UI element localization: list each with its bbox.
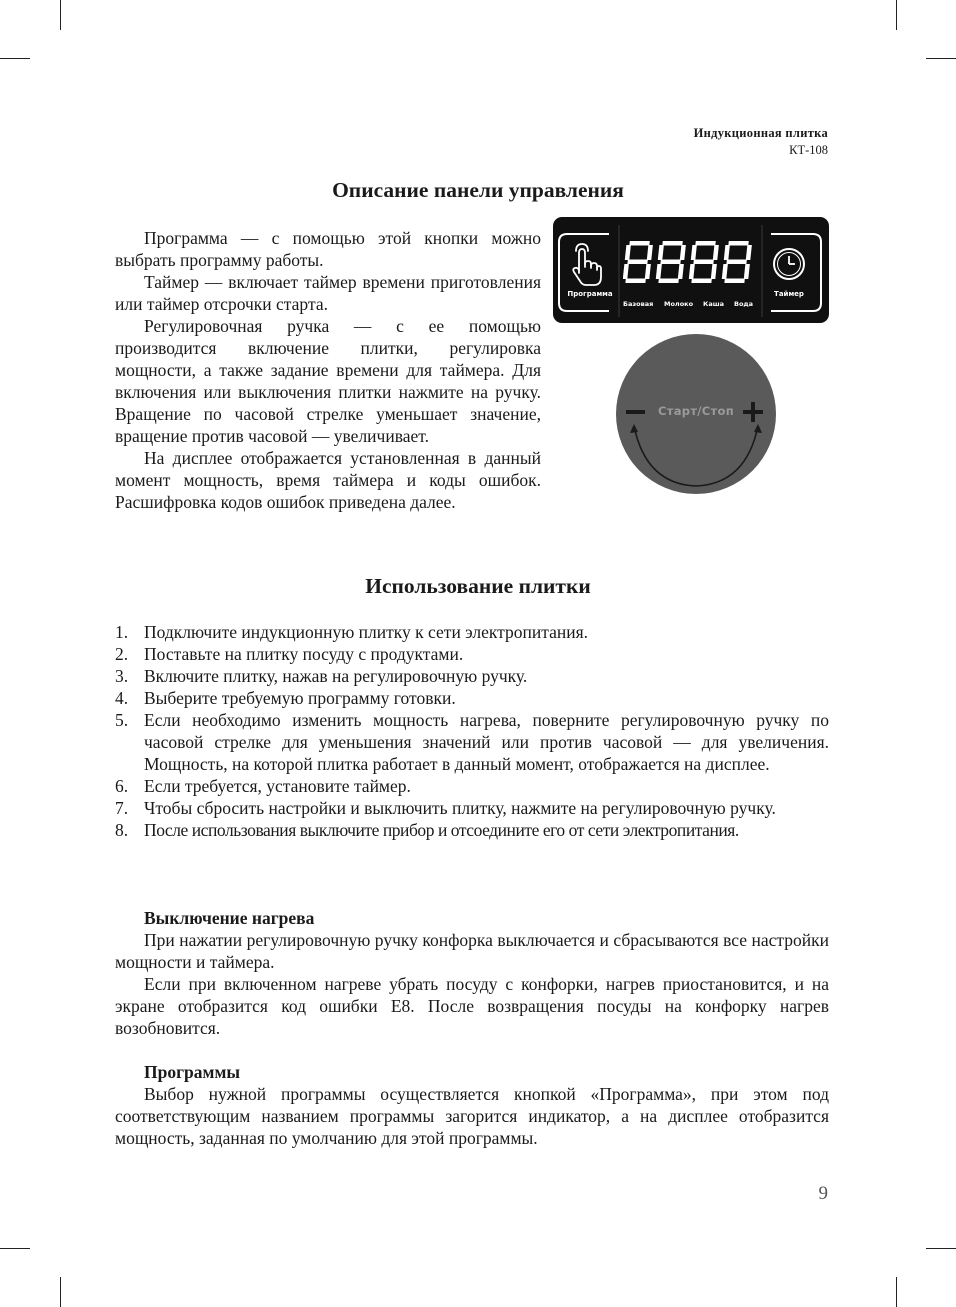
list-item: 5. Если необходимо изменить мощность нагрева, поверните регулировочную ручку по часовой стрелке для уменьшения значений или против часовой — для увеличения. Мощность, на которой плитка работает в данный момент, отображается на дисплее. bbox=[115, 710, 829, 774]
list-item: 6. Если требуется, установите таймер. bbox=[115, 776, 411, 796]
paragraph: Программа — с помощью этой кнопки можно выбрать программу работы. bbox=[115, 228, 541, 270]
paragraph: Регулировочная ручка — с ее помощью производится включение плитки, регулировка мощности, а также задание времени для таймера. Для включения или выключения плитки нажмите на ручку. Вращение по часовой стрелке уменьшает значение, вращение против часовой — увеличивает. bbox=[115, 316, 541, 446]
plus-icon bbox=[743, 402, 763, 422]
subheading-heat-off: Выключение нагрева bbox=[144, 908, 315, 928]
header-title: Индукционная плитка bbox=[693, 126, 828, 140]
crop-mark bbox=[0, 1248, 30, 1249]
crop-mark bbox=[896, 1277, 897, 1307]
list-item: 4. Выберите требуемую программу готовки. bbox=[115, 688, 456, 708]
control-panel-illustration bbox=[553, 217, 829, 323]
mode-label-porridge: Каша bbox=[703, 300, 724, 308]
hand-press-icon bbox=[573, 244, 601, 285]
crop-mark bbox=[0, 58, 30, 59]
usage-steps-list bbox=[115, 621, 829, 841]
section-heading-usage: Использование плитки bbox=[365, 574, 591, 598]
timer-button-label: Таймер bbox=[774, 290, 804, 298]
crop-mark bbox=[60, 1277, 61, 1307]
crop-mark bbox=[896, 0, 897, 30]
header-model: КТ-108 bbox=[789, 143, 828, 157]
paragraph: Если при включенном нагреве убрать посуду с конфорки, нагрев приостановится, и на экране отобразится код ошибки Е8. После возвращения посуды на конфорку нагрев возобновится. bbox=[115, 974, 829, 1038]
section-heading-control-panel: Описание панели управления bbox=[332, 178, 624, 202]
list-item: 3. Включите плитку, нажав на регулировочную ручку. bbox=[115, 666, 528, 686]
rotation-arrow-icon bbox=[634, 426, 758, 486]
subheading-programs: Программы bbox=[144, 1062, 241, 1082]
page-number: 9 bbox=[818, 1183, 828, 1204]
list-item: 8. После использования выключите прибор и отсоедините его от сети электропитания. bbox=[115, 820, 739, 840]
heat-off-section bbox=[115, 907, 829, 1039]
control-knob-illustration bbox=[616, 334, 776, 494]
list-item: 2. Поставьте на плитку посуду с продуктами. bbox=[115, 644, 464, 664]
control-panel-description bbox=[115, 227, 541, 513]
paragraph: На дисплее отображается установленная в данный момент мощность, время таймера и коды ошибок. Расшифровка кодов ошибок приведена далее. bbox=[115, 448, 541, 512]
list-item: 7. Чтобы сбросить настройки и выключить плитку, нажмите на регулировочную ручку. bbox=[115, 798, 776, 818]
mode-label-milk: Молоко bbox=[664, 300, 694, 308]
minus-icon bbox=[626, 410, 645, 414]
crop-mark bbox=[926, 58, 956, 59]
mode-label-basic: Базовая bbox=[623, 300, 654, 308]
start-stop-label: Старт/Стоп bbox=[658, 404, 734, 418]
program-button-label: Программа bbox=[567, 290, 613, 298]
paragraph: При нажатии регулировочную ручку конфорка выключается и сбрасываются все настройки мощности и таймера. bbox=[115, 930, 829, 972]
crop-mark bbox=[60, 0, 61, 30]
crop-mark bbox=[926, 1248, 956, 1249]
paragraph: Выбор нужной программы осуществляется кнопкой «Программа», при этом под соответствующим названием программы загорится индикатор, а на дисплее отобразится мощность, заданная по умолчанию для этой программы. bbox=[115, 1084, 829, 1148]
mode-label-water: Вода bbox=[734, 300, 754, 308]
paragraph: Таймер — включает таймер времени приготовления или таймер отсрочки старта. bbox=[115, 272, 541, 314]
seven-segment-display bbox=[623, 239, 759, 287]
programs-section bbox=[115, 1061, 829, 1149]
list-item: 1. Подключите индукционную плитку к сети электропитания. bbox=[115, 622, 589, 642]
running-header bbox=[694, 125, 828, 159]
clock-icon bbox=[774, 249, 804, 279]
